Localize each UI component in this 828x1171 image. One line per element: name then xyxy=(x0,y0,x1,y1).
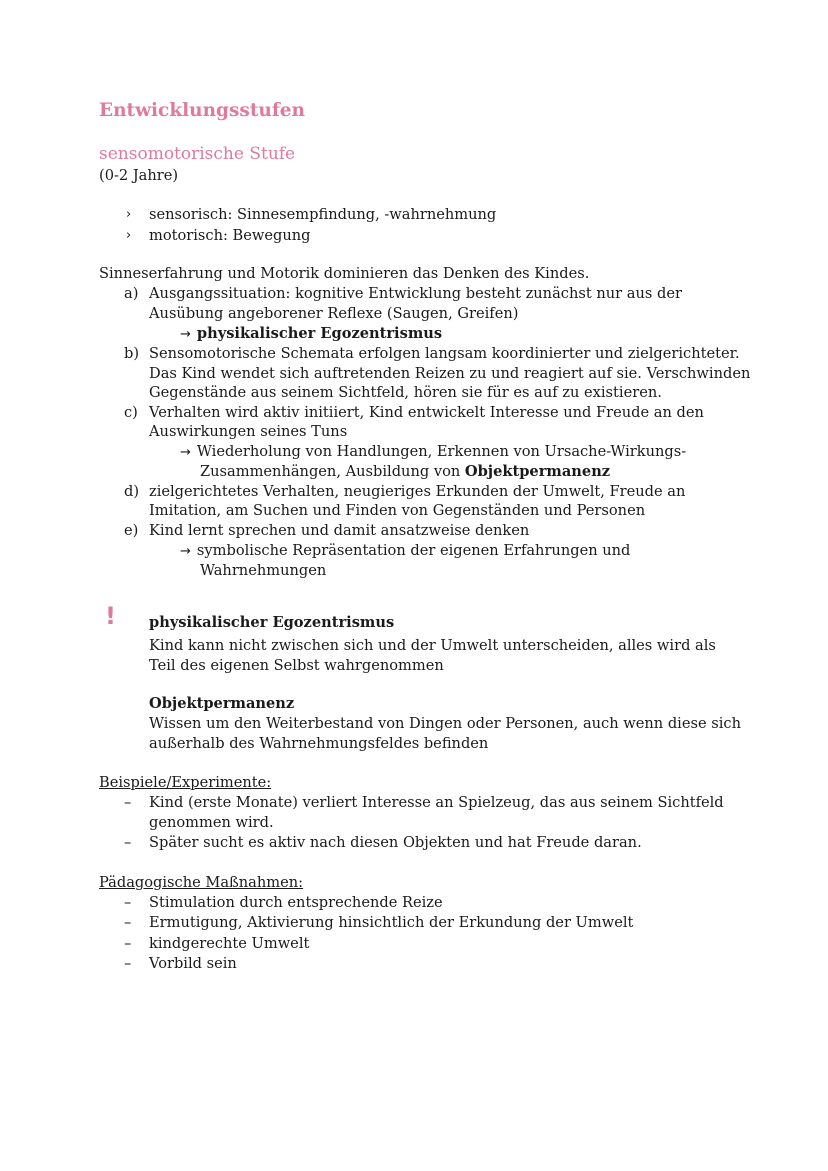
intro-text: Sinneserfahrung und Motorik dominieren das Denken des Kindes. xyxy=(99,265,590,282)
dash-icon: – xyxy=(124,794,132,811)
item-d-line: zielgerichtetes Verhalten, neugieriges Erkunden der Umwelt, Freude an xyxy=(149,483,686,500)
definition-text: außerhalb des Wahrnehmungsfeldes befinden xyxy=(149,735,489,752)
example-item: Später sucht es aktiv nach diesen Objekten und hat Freude daran. xyxy=(149,834,642,851)
bullet-item: sensorisch: Sinnesempfindung, -wahrnehmung xyxy=(149,206,497,223)
age-range: (0-2 Jahre) xyxy=(99,167,179,184)
section-title: sensomotorische Stufe xyxy=(99,144,296,164)
bullet-chevron-icon: › xyxy=(126,207,132,222)
item-b-line: Gegenstände aus seinem Sichtfeld, hören sie für es auf zu existieren. xyxy=(149,384,662,401)
bullet-item: motorisch: Bewegung xyxy=(149,227,311,244)
measure-item: kindgerechte Umwelt xyxy=(149,935,310,952)
definition-term: physikalischer Egozentrismus xyxy=(149,614,395,631)
example-item: Kind (erste Monate) verliert Interesse an Spielzeug, das aus seinem Sichtfeld xyxy=(149,794,724,811)
dash-icon: – xyxy=(124,935,132,952)
arrow-text: Wiederholung von Handlungen, Erkennen von Ursache-Wirkungs- xyxy=(196,443,687,460)
item-e-line: Kind lernt sprechen und damit ansatzweise denken xyxy=(149,522,530,539)
item-a-arrow-line xyxy=(180,324,442,345)
definition-text: Wissen um den Weiterbestand von Dingen oder Personen, auch wenn diese sich xyxy=(149,715,741,732)
item-e-arrow-line xyxy=(180,541,630,562)
arrow-icon: → xyxy=(180,445,191,460)
dash-icon: – xyxy=(124,894,132,911)
list-label-c: c) xyxy=(124,404,138,421)
definition-text: Kind kann nicht zwischen sich und der Umwelt unterscheiden, alles wird als xyxy=(149,637,716,654)
dash-icon: – xyxy=(124,955,132,972)
item-a-line: Ausübung angeborener Reflexe (Saugen, Greifen) xyxy=(149,305,519,322)
dash-icon: – xyxy=(124,834,132,851)
item-e-arrow-line: Wahrnehmungen xyxy=(200,562,327,579)
item-c-arrow-line xyxy=(180,442,686,463)
list-label-b: b) xyxy=(124,345,140,362)
arrow-text: symbolische Repräsentation der eigenen Erfahrungen und xyxy=(196,542,631,559)
list-label-e: e) xyxy=(124,522,139,539)
measure-item: Vorbild sein xyxy=(149,955,237,972)
page-title: Entwicklungsstufen xyxy=(99,100,306,121)
dash-icon: – xyxy=(124,914,132,931)
examples-heading: Beispiele/Experimente: xyxy=(99,774,272,791)
item-a-line: Ausgangssituation: kognitive Entwicklung besteht zunächst nur aus der xyxy=(149,285,682,302)
item-b-line: Das Kind wendet sich auftretenden Reizen zu und reagiert auf sie. Verschwinden xyxy=(149,365,751,382)
arrow-text: Zusammenhängen, Ausbildung von xyxy=(200,463,465,480)
exclamation-icon: ! xyxy=(105,602,116,630)
arrow-text-bold: Objektpermanenz xyxy=(464,463,611,480)
measures-heading: Pädagogische Maßnahmen: xyxy=(99,874,304,891)
definition-text: Teil des eigenen Selbst wahrgenommen xyxy=(149,657,444,674)
measure-item: Stimulation durch entsprechende Reize xyxy=(149,894,443,911)
arrow-icon: → xyxy=(180,327,191,342)
example-item: genommen wird. xyxy=(149,814,274,831)
item-c-arrow-line xyxy=(200,462,610,482)
item-d-line: Imitation, am Suchen und Finden von Gegenständen und Personen xyxy=(149,502,646,519)
arrow-icon: → xyxy=(180,544,191,559)
item-b-line: Sensomotorische Schemata erfolgen langsam koordinierter und zielgerichteter. xyxy=(149,345,740,362)
bullet-chevron-icon: › xyxy=(126,228,132,243)
measure-item: Ermutigung, Aktivierung hinsichtlich der Erkundung der Umwelt xyxy=(149,914,634,931)
list-label-d: d) xyxy=(124,483,140,500)
arrow-text: physikalischer Egozentrismus xyxy=(196,325,443,342)
item-c-line: Verhalten wird aktiv initiiert, Kind entwickelt Interesse und Freude an den xyxy=(149,404,704,421)
item-c-line: Auswirkungen seines Tuns xyxy=(149,423,348,440)
list-label-a: a) xyxy=(124,285,139,302)
definition-term: Objektpermanenz xyxy=(149,695,295,712)
